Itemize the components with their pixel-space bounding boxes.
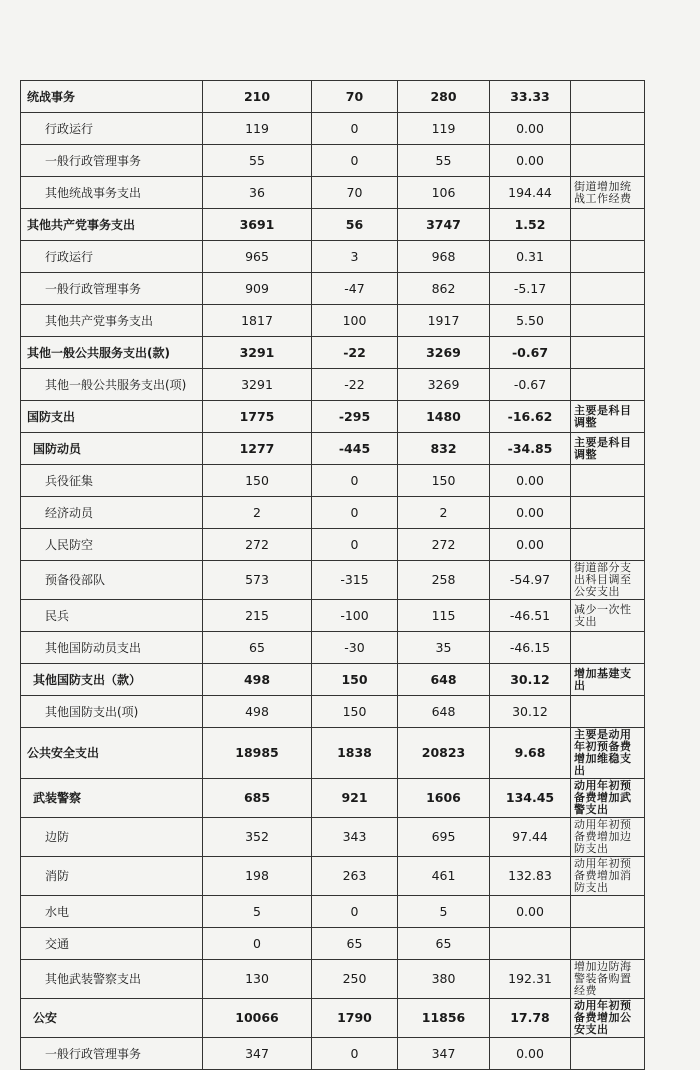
note-cell: 动用年初预备费增加武警支出 bbox=[571, 779, 645, 818]
note-cell bbox=[571, 369, 645, 401]
adjusted-value-cell: 347 bbox=[398, 1038, 490, 1070]
budget-value-cell: 498 bbox=[203, 664, 312, 696]
adjusted-value-cell: 648 bbox=[398, 696, 490, 728]
adjustment-value-cell: 65 bbox=[312, 928, 398, 960]
adjustment-value-cell: 70 bbox=[312, 81, 398, 113]
adjustment-value-cell: 250 bbox=[312, 960, 398, 999]
note-cell bbox=[571, 337, 645, 369]
adjustment-value-cell: 343 bbox=[312, 818, 398, 857]
table-row bbox=[21, 664, 645, 696]
budget-value-cell: 210 bbox=[203, 81, 312, 113]
table-row bbox=[21, 1038, 645, 1070]
adjustment-value-cell: -445 bbox=[312, 433, 398, 465]
budget-value-cell: 3291 bbox=[203, 369, 312, 401]
adjusted-value-cell: 2 bbox=[398, 497, 490, 529]
row-name-cell: 水电 bbox=[21, 896, 203, 928]
change-rate-cell: 0.00 bbox=[490, 529, 571, 561]
change-rate-cell: -5.17 bbox=[490, 273, 571, 305]
budget-table-body bbox=[21, 81, 645, 1070]
note-cell bbox=[571, 696, 645, 728]
note-cell bbox=[571, 145, 645, 177]
adjustment-value-cell: 0 bbox=[312, 145, 398, 177]
adjustment-value-cell: 0 bbox=[312, 113, 398, 145]
table-row bbox=[21, 497, 645, 529]
note-cell: 动用年初预备费增加公安支出 bbox=[571, 999, 645, 1038]
adjusted-value-cell: 862 bbox=[398, 273, 490, 305]
row-name-cell: 交通 bbox=[21, 928, 203, 960]
table-row bbox=[21, 529, 645, 561]
adjustment-value-cell: 0 bbox=[312, 896, 398, 928]
adjustment-value-cell: -315 bbox=[312, 561, 398, 600]
table-row bbox=[21, 779, 645, 818]
row-name-cell: 国防动员 bbox=[21, 433, 203, 465]
budget-value-cell: 3291 bbox=[203, 337, 312, 369]
row-name-cell: 预备役部队 bbox=[21, 561, 203, 600]
table-row bbox=[21, 928, 645, 960]
adjustment-value-cell: 921 bbox=[312, 779, 398, 818]
adjusted-value-cell: 1606 bbox=[398, 779, 490, 818]
row-name-cell: 一般行政管理事务 bbox=[21, 145, 203, 177]
row-name-cell: 经济动员 bbox=[21, 497, 203, 529]
row-name-cell: 边防 bbox=[21, 818, 203, 857]
budget-value-cell: 909 bbox=[203, 273, 312, 305]
adjusted-value-cell: 695 bbox=[398, 818, 490, 857]
note-cell bbox=[571, 497, 645, 529]
adjusted-value-cell: 380 bbox=[398, 960, 490, 999]
note-cell bbox=[571, 928, 645, 960]
budget-value-cell: 347 bbox=[203, 1038, 312, 1070]
change-rate-cell: 192.31 bbox=[490, 960, 571, 999]
table-row bbox=[21, 857, 645, 896]
budget-value-cell: 65 bbox=[203, 632, 312, 664]
adjustment-value-cell: 0 bbox=[312, 465, 398, 497]
change-rate-cell: 17.78 bbox=[490, 999, 571, 1038]
adjustment-value-cell: 0 bbox=[312, 1038, 398, 1070]
change-rate-cell: -54.97 bbox=[490, 561, 571, 600]
row-name-cell: 一般行政管理事务 bbox=[21, 273, 203, 305]
table-row bbox=[21, 113, 645, 145]
note-cell bbox=[571, 896, 645, 928]
table-row bbox=[21, 177, 645, 209]
row-name-cell: 一般行政管理事务 bbox=[21, 1038, 203, 1070]
change-rate-cell: 134.45 bbox=[490, 779, 571, 818]
adjusted-value-cell: 3269 bbox=[398, 337, 490, 369]
note-cell bbox=[571, 241, 645, 273]
change-rate-cell: -34.85 bbox=[490, 433, 571, 465]
change-rate-cell: -0.67 bbox=[490, 337, 571, 369]
budget-value-cell: 150 bbox=[203, 465, 312, 497]
budget-value-cell: 0 bbox=[203, 928, 312, 960]
budget-value-cell: 1775 bbox=[203, 401, 312, 433]
adjustment-value-cell: 263 bbox=[312, 857, 398, 896]
budget-value-cell: 573 bbox=[203, 561, 312, 600]
table-row bbox=[21, 337, 645, 369]
change-rate-cell: -46.51 bbox=[490, 600, 571, 632]
adjustment-value-cell: 1790 bbox=[312, 999, 398, 1038]
budget-value-cell: 55 bbox=[203, 145, 312, 177]
note-cell: 主要是科目调整 bbox=[571, 401, 645, 433]
budget-value-cell: 965 bbox=[203, 241, 312, 273]
row-name-cell: 其他统战事务支出 bbox=[21, 177, 203, 209]
change-rate-cell: 5.50 bbox=[490, 305, 571, 337]
note-cell bbox=[571, 273, 645, 305]
adjustment-value-cell: 56 bbox=[312, 209, 398, 241]
table-row bbox=[21, 632, 645, 664]
change-rate-cell: 0.00 bbox=[490, 113, 571, 145]
adjustment-value-cell: 100 bbox=[312, 305, 398, 337]
table-row bbox=[21, 433, 645, 465]
adjustment-value-cell: -295 bbox=[312, 401, 398, 433]
change-rate-cell: 0.00 bbox=[490, 497, 571, 529]
adjustment-value-cell: 70 bbox=[312, 177, 398, 209]
budget-value-cell: 10066 bbox=[203, 999, 312, 1038]
row-name-cell: 兵役征集 bbox=[21, 465, 203, 497]
adjustment-value-cell: 0 bbox=[312, 497, 398, 529]
row-name-cell: 武装警察 bbox=[21, 779, 203, 818]
change-rate-cell: -46.15 bbox=[490, 632, 571, 664]
row-name-cell: 其他武装警察支出 bbox=[21, 960, 203, 999]
table-row bbox=[21, 145, 645, 177]
change-rate-cell: 1.52 bbox=[490, 209, 571, 241]
row-name-cell: 其他国防动员支出 bbox=[21, 632, 203, 664]
table-row bbox=[21, 209, 645, 241]
adjustment-value-cell: -30 bbox=[312, 632, 398, 664]
table-row bbox=[21, 81, 645, 113]
adjusted-value-cell: 5 bbox=[398, 896, 490, 928]
change-rate-cell: 0.00 bbox=[490, 896, 571, 928]
adjusted-value-cell: 1917 bbox=[398, 305, 490, 337]
row-name-cell: 统战事务 bbox=[21, 81, 203, 113]
change-rate-cell: 97.44 bbox=[490, 818, 571, 857]
table-row bbox=[21, 960, 645, 999]
note-cell: 增加边防海警装备购置经费 bbox=[571, 960, 645, 999]
table-row bbox=[21, 401, 645, 433]
change-rate-cell: 33.33 bbox=[490, 81, 571, 113]
note-cell: 主要是动用年初预备费增加维稳支出 bbox=[571, 728, 645, 779]
adjusted-value-cell: 115 bbox=[398, 600, 490, 632]
adjusted-value-cell: 1480 bbox=[398, 401, 490, 433]
row-name-cell: 其他一般公共服务支出(项) bbox=[21, 369, 203, 401]
row-name-cell: 其他国防支出(项) bbox=[21, 696, 203, 728]
adjusted-value-cell: 280 bbox=[398, 81, 490, 113]
adjustment-value-cell: 150 bbox=[312, 696, 398, 728]
table-row bbox=[21, 600, 645, 632]
change-rate-cell: 132.83 bbox=[490, 857, 571, 896]
budget-value-cell: 272 bbox=[203, 529, 312, 561]
note-cell: 减少一次性支出 bbox=[571, 600, 645, 632]
budget-value-cell: 36 bbox=[203, 177, 312, 209]
note-cell: 街道增加统战工作经费 bbox=[571, 177, 645, 209]
budget-value-cell: 1817 bbox=[203, 305, 312, 337]
note-cell: 街道部分支出科目调至公安支出 bbox=[571, 561, 645, 600]
note-cell: 动用年初预备费增加边防支出 bbox=[571, 818, 645, 857]
row-name-cell: 其他一般公共服务支出(款) bbox=[21, 337, 203, 369]
adjusted-value-cell: 648 bbox=[398, 664, 490, 696]
row-name-cell: 其他国防支出（款） bbox=[21, 664, 203, 696]
budget-value-cell: 5 bbox=[203, 896, 312, 928]
adjusted-value-cell: 258 bbox=[398, 561, 490, 600]
note-cell bbox=[571, 81, 645, 113]
change-rate-cell: 0.00 bbox=[490, 1038, 571, 1070]
row-name-cell: 消防 bbox=[21, 857, 203, 896]
adjustment-value-cell: -47 bbox=[312, 273, 398, 305]
budget-value-cell: 198 bbox=[203, 857, 312, 896]
note-cell: 主要是科目调整 bbox=[571, 433, 645, 465]
change-rate-cell: 30.12 bbox=[490, 664, 571, 696]
adjusted-value-cell: 106 bbox=[398, 177, 490, 209]
note-cell bbox=[571, 632, 645, 664]
adjustment-value-cell: 1838 bbox=[312, 728, 398, 779]
table-row bbox=[21, 465, 645, 497]
adjusted-value-cell: 968 bbox=[398, 241, 490, 273]
adjusted-value-cell: 461 bbox=[398, 857, 490, 896]
adjustment-value-cell: -100 bbox=[312, 600, 398, 632]
table-row bbox=[21, 696, 645, 728]
table-row bbox=[21, 305, 645, 337]
change-rate-cell: -16.62 bbox=[490, 401, 571, 433]
adjusted-value-cell: 3269 bbox=[398, 369, 490, 401]
row-name-cell: 公安 bbox=[21, 999, 203, 1038]
budget-value-cell: 1277 bbox=[203, 433, 312, 465]
table-row bbox=[21, 241, 645, 273]
budget-value-cell: 130 bbox=[203, 960, 312, 999]
table-row bbox=[21, 896, 645, 928]
note-cell bbox=[571, 113, 645, 145]
budget-value-cell: 3691 bbox=[203, 209, 312, 241]
change-rate-cell: -0.67 bbox=[490, 369, 571, 401]
row-name-cell: 行政运行 bbox=[21, 241, 203, 273]
adjusted-value-cell: 65 bbox=[398, 928, 490, 960]
change-rate-cell: 0.00 bbox=[490, 465, 571, 497]
adjustment-value-cell: -22 bbox=[312, 337, 398, 369]
table-row bbox=[21, 818, 645, 857]
table-row bbox=[21, 999, 645, 1038]
note-cell bbox=[571, 1038, 645, 1070]
row-name-cell: 人民防空 bbox=[21, 529, 203, 561]
table-row bbox=[21, 369, 645, 401]
adjusted-value-cell: 55 bbox=[398, 145, 490, 177]
adjusted-value-cell: 272 bbox=[398, 529, 490, 561]
note-cell bbox=[571, 529, 645, 561]
budget-table bbox=[20, 80, 645, 1070]
adjustment-value-cell: -22 bbox=[312, 369, 398, 401]
row-name-cell: 民兵 bbox=[21, 600, 203, 632]
change-rate-cell: 194.44 bbox=[490, 177, 571, 209]
budget-value-cell: 215 bbox=[203, 600, 312, 632]
change-rate-cell: 9.68 bbox=[490, 728, 571, 779]
adjusted-value-cell: 3747 bbox=[398, 209, 490, 241]
change-rate-cell: 0.00 bbox=[490, 145, 571, 177]
table-row bbox=[21, 728, 645, 779]
note-cell: 动用年初预备费增加消防支出 bbox=[571, 857, 645, 896]
adjusted-value-cell: 20823 bbox=[398, 728, 490, 779]
adjusted-value-cell: 119 bbox=[398, 113, 490, 145]
note-cell bbox=[571, 465, 645, 497]
budget-value-cell: 685 bbox=[203, 779, 312, 818]
adjusted-value-cell: 832 bbox=[398, 433, 490, 465]
note-cell bbox=[571, 209, 645, 241]
adjustment-value-cell: 0 bbox=[312, 529, 398, 561]
budget-value-cell: 18985 bbox=[203, 728, 312, 779]
note-cell bbox=[571, 305, 645, 337]
note-cell: 增加基建支出 bbox=[571, 664, 645, 696]
change-rate-cell bbox=[490, 928, 571, 960]
row-name-cell: 其他共产党事务支出 bbox=[21, 305, 203, 337]
budget-value-cell: 498 bbox=[203, 696, 312, 728]
adjustment-value-cell: 3 bbox=[312, 241, 398, 273]
adjusted-value-cell: 35 bbox=[398, 632, 490, 664]
change-rate-cell: 0.31 bbox=[490, 241, 571, 273]
table-row bbox=[21, 273, 645, 305]
adjusted-value-cell: 11856 bbox=[398, 999, 490, 1038]
row-name-cell: 其他共产党事务支出 bbox=[21, 209, 203, 241]
change-rate-cell: 30.12 bbox=[490, 696, 571, 728]
table-row bbox=[21, 561, 645, 600]
budget-value-cell: 2 bbox=[203, 497, 312, 529]
row-name-cell: 公共安全支出 bbox=[21, 728, 203, 779]
budget-value-cell: 119 bbox=[203, 113, 312, 145]
adjusted-value-cell: 150 bbox=[398, 465, 490, 497]
budget-value-cell: 352 bbox=[203, 818, 312, 857]
adjustment-value-cell: 150 bbox=[312, 664, 398, 696]
row-name-cell: 国防支出 bbox=[21, 401, 203, 433]
row-name-cell: 行政运行 bbox=[21, 113, 203, 145]
